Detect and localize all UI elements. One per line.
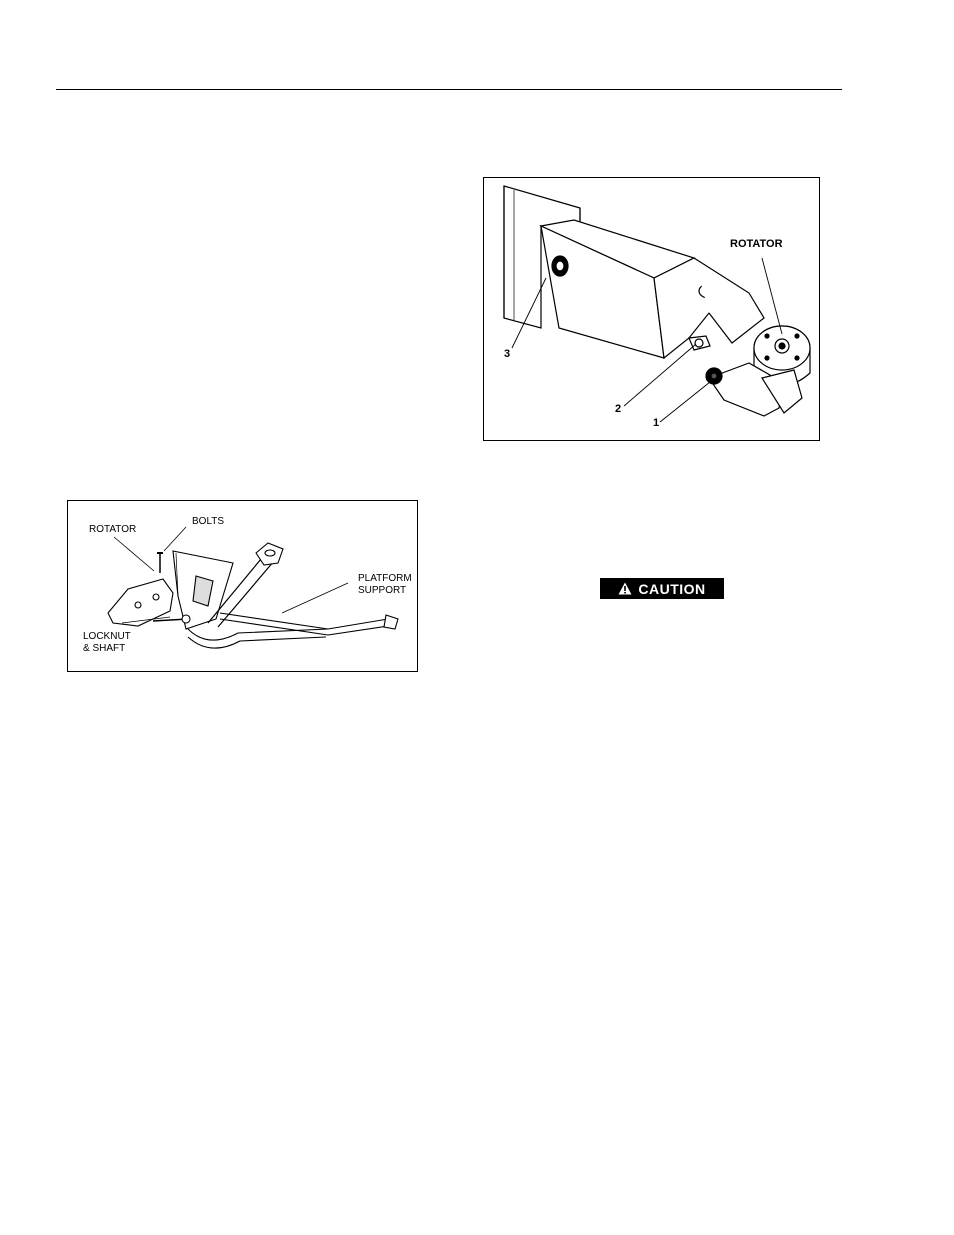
platform-support-label-line1: PLATFORM [358,573,412,584]
caution-badge [600,578,724,599]
locknut-shaft-label-line1: LOCKNUT [83,631,131,642]
platform-support-label-line2: SUPPORT [358,585,407,596]
header-rule [56,89,842,90]
callout-3-label: 3 [504,348,511,360]
locknut-shaft-label-line2: & SHAFT [83,643,126,654]
rotator-boom-figure [483,177,820,441]
rotator-boom-illustration [484,178,821,442]
platform-support-figure [67,500,418,672]
callout-2-label: 2 [615,403,622,415]
callout-1-label: 1 [653,417,660,429]
rotator-label: ROTATOR [89,524,137,535]
bolts-label: BOLTS [192,516,225,527]
rotator-label: ROTATOR [730,238,783,250]
warning-triangle-icon [618,582,632,595]
caution-label: CAUTION [638,580,706,597]
